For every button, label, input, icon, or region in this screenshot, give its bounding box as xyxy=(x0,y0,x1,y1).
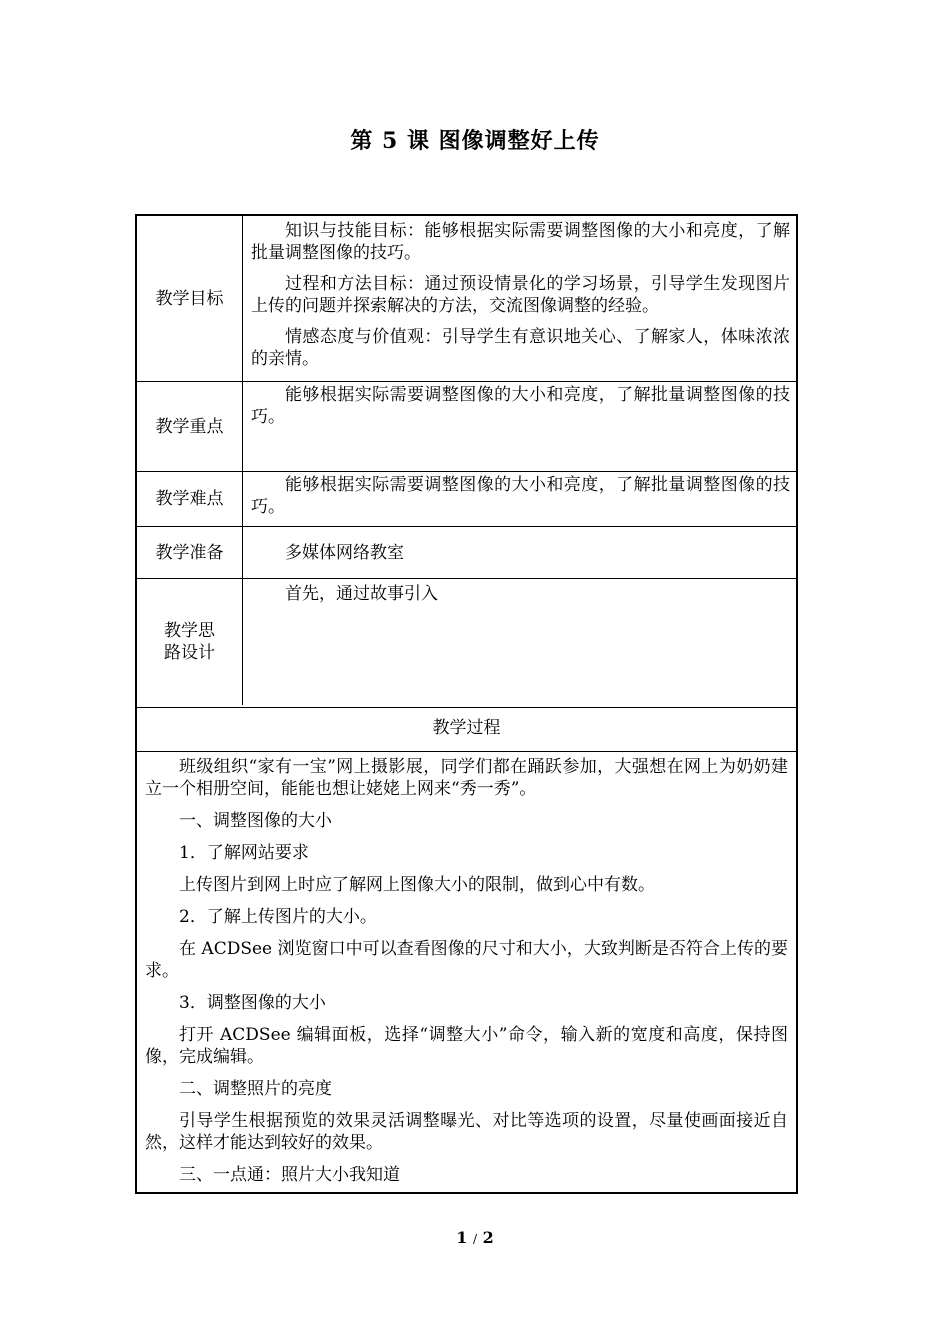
design-text: 首先，通过故事引入 xyxy=(285,584,438,604)
page-separator: / xyxy=(472,1232,478,1246)
process-section-2-text: 引导学生根据预览的效果灵活调整曝光、对比等选项的设置，尽量使画面接近自然，这样才能达到较好的效果。 xyxy=(145,1111,788,1153)
objective-emotion: 情感态度与价值观：引导学生有意识地关心、了解家人，体味浓浓的亲情。 xyxy=(251,327,790,369)
key-points-text: 能够根据实际需要调整图像的大小和亮度，了解批量调整图像的技巧。 xyxy=(251,385,790,427)
preparation-text: 多媒体网络教室 xyxy=(285,542,404,563)
key-points-row xyxy=(137,382,796,472)
process-step-3: 3．调整图像的大小 xyxy=(179,993,326,1013)
process-intro: 班级组织“家有一宝”网上摄影展，同学们都在踊跃参加，大强想在网上为奶奶建立一个相册空间，能能也想让姥姥上网来“秀一秀”。 xyxy=(145,757,788,799)
objectives-content xyxy=(243,216,796,381)
difficulties-content xyxy=(243,472,796,526)
process-step-2: 2．了解上传图片的大小。 xyxy=(179,907,377,927)
design-content xyxy=(243,579,796,705)
design-label: 教学思路设计 xyxy=(137,579,243,705)
process-step-3-text: 打开 ACDSee 编辑面板，选择“调整大小”命令，输入新的宽度和高度，保持图像，完成编辑。 xyxy=(145,1025,788,1067)
objective-knowledge: 知识与技能目标：能够根据实际需要调整图像的大小和亮度，了解批量调整图像的技巧。 xyxy=(251,221,790,263)
page-current: 1 xyxy=(456,1228,468,1247)
process-section-3: 三、一点通：照片大小我知道 xyxy=(179,1165,400,1185)
key-points-label: 教学重点 xyxy=(137,382,243,471)
preparation-label: 教学准备 xyxy=(137,527,243,578)
objectives-row xyxy=(137,216,796,382)
lesson-plan-table xyxy=(135,214,798,1194)
difficulties-text: 能够根据实际需要调整图像的大小和亮度，了解批量调整图像的技巧。 xyxy=(251,475,790,517)
design-row xyxy=(137,579,796,705)
preparation-row xyxy=(137,527,796,579)
objectives-label: 教学目标 xyxy=(137,216,243,381)
difficulties-label: 教学难点 xyxy=(137,472,243,526)
key-points-content xyxy=(243,382,796,471)
process-step-2-text: 在 ACDSee 浏览窗口中可以查看图像的尺寸和大小，大致判断是否符合上传的要求。 xyxy=(145,939,788,981)
process-header: 教学过程 xyxy=(137,707,796,752)
page-title: 第 5 课 图像调整好上传 xyxy=(350,128,600,154)
objective-process: 过程和方法目标：通过预设情景化的学习场景，引导学生发现图片上传的问题并探索解决的方法，交流图像调整的经验。 xyxy=(251,274,790,316)
process-step-1-text: 上传图片到网上时应了解网上图像大小的限制，做到心中有数。 xyxy=(179,875,655,895)
difficulties-row xyxy=(137,472,796,527)
process-step-1: 1．了解网站要求 xyxy=(179,843,309,863)
preparation-content xyxy=(243,527,796,578)
page-number xyxy=(0,1228,950,1247)
process-section-1: 一、调整图像的大小 xyxy=(179,811,332,831)
process-section-2: 二、调整照片的亮度 xyxy=(179,1079,332,1099)
page-total: 2 xyxy=(482,1228,494,1247)
process-body xyxy=(137,752,796,1192)
